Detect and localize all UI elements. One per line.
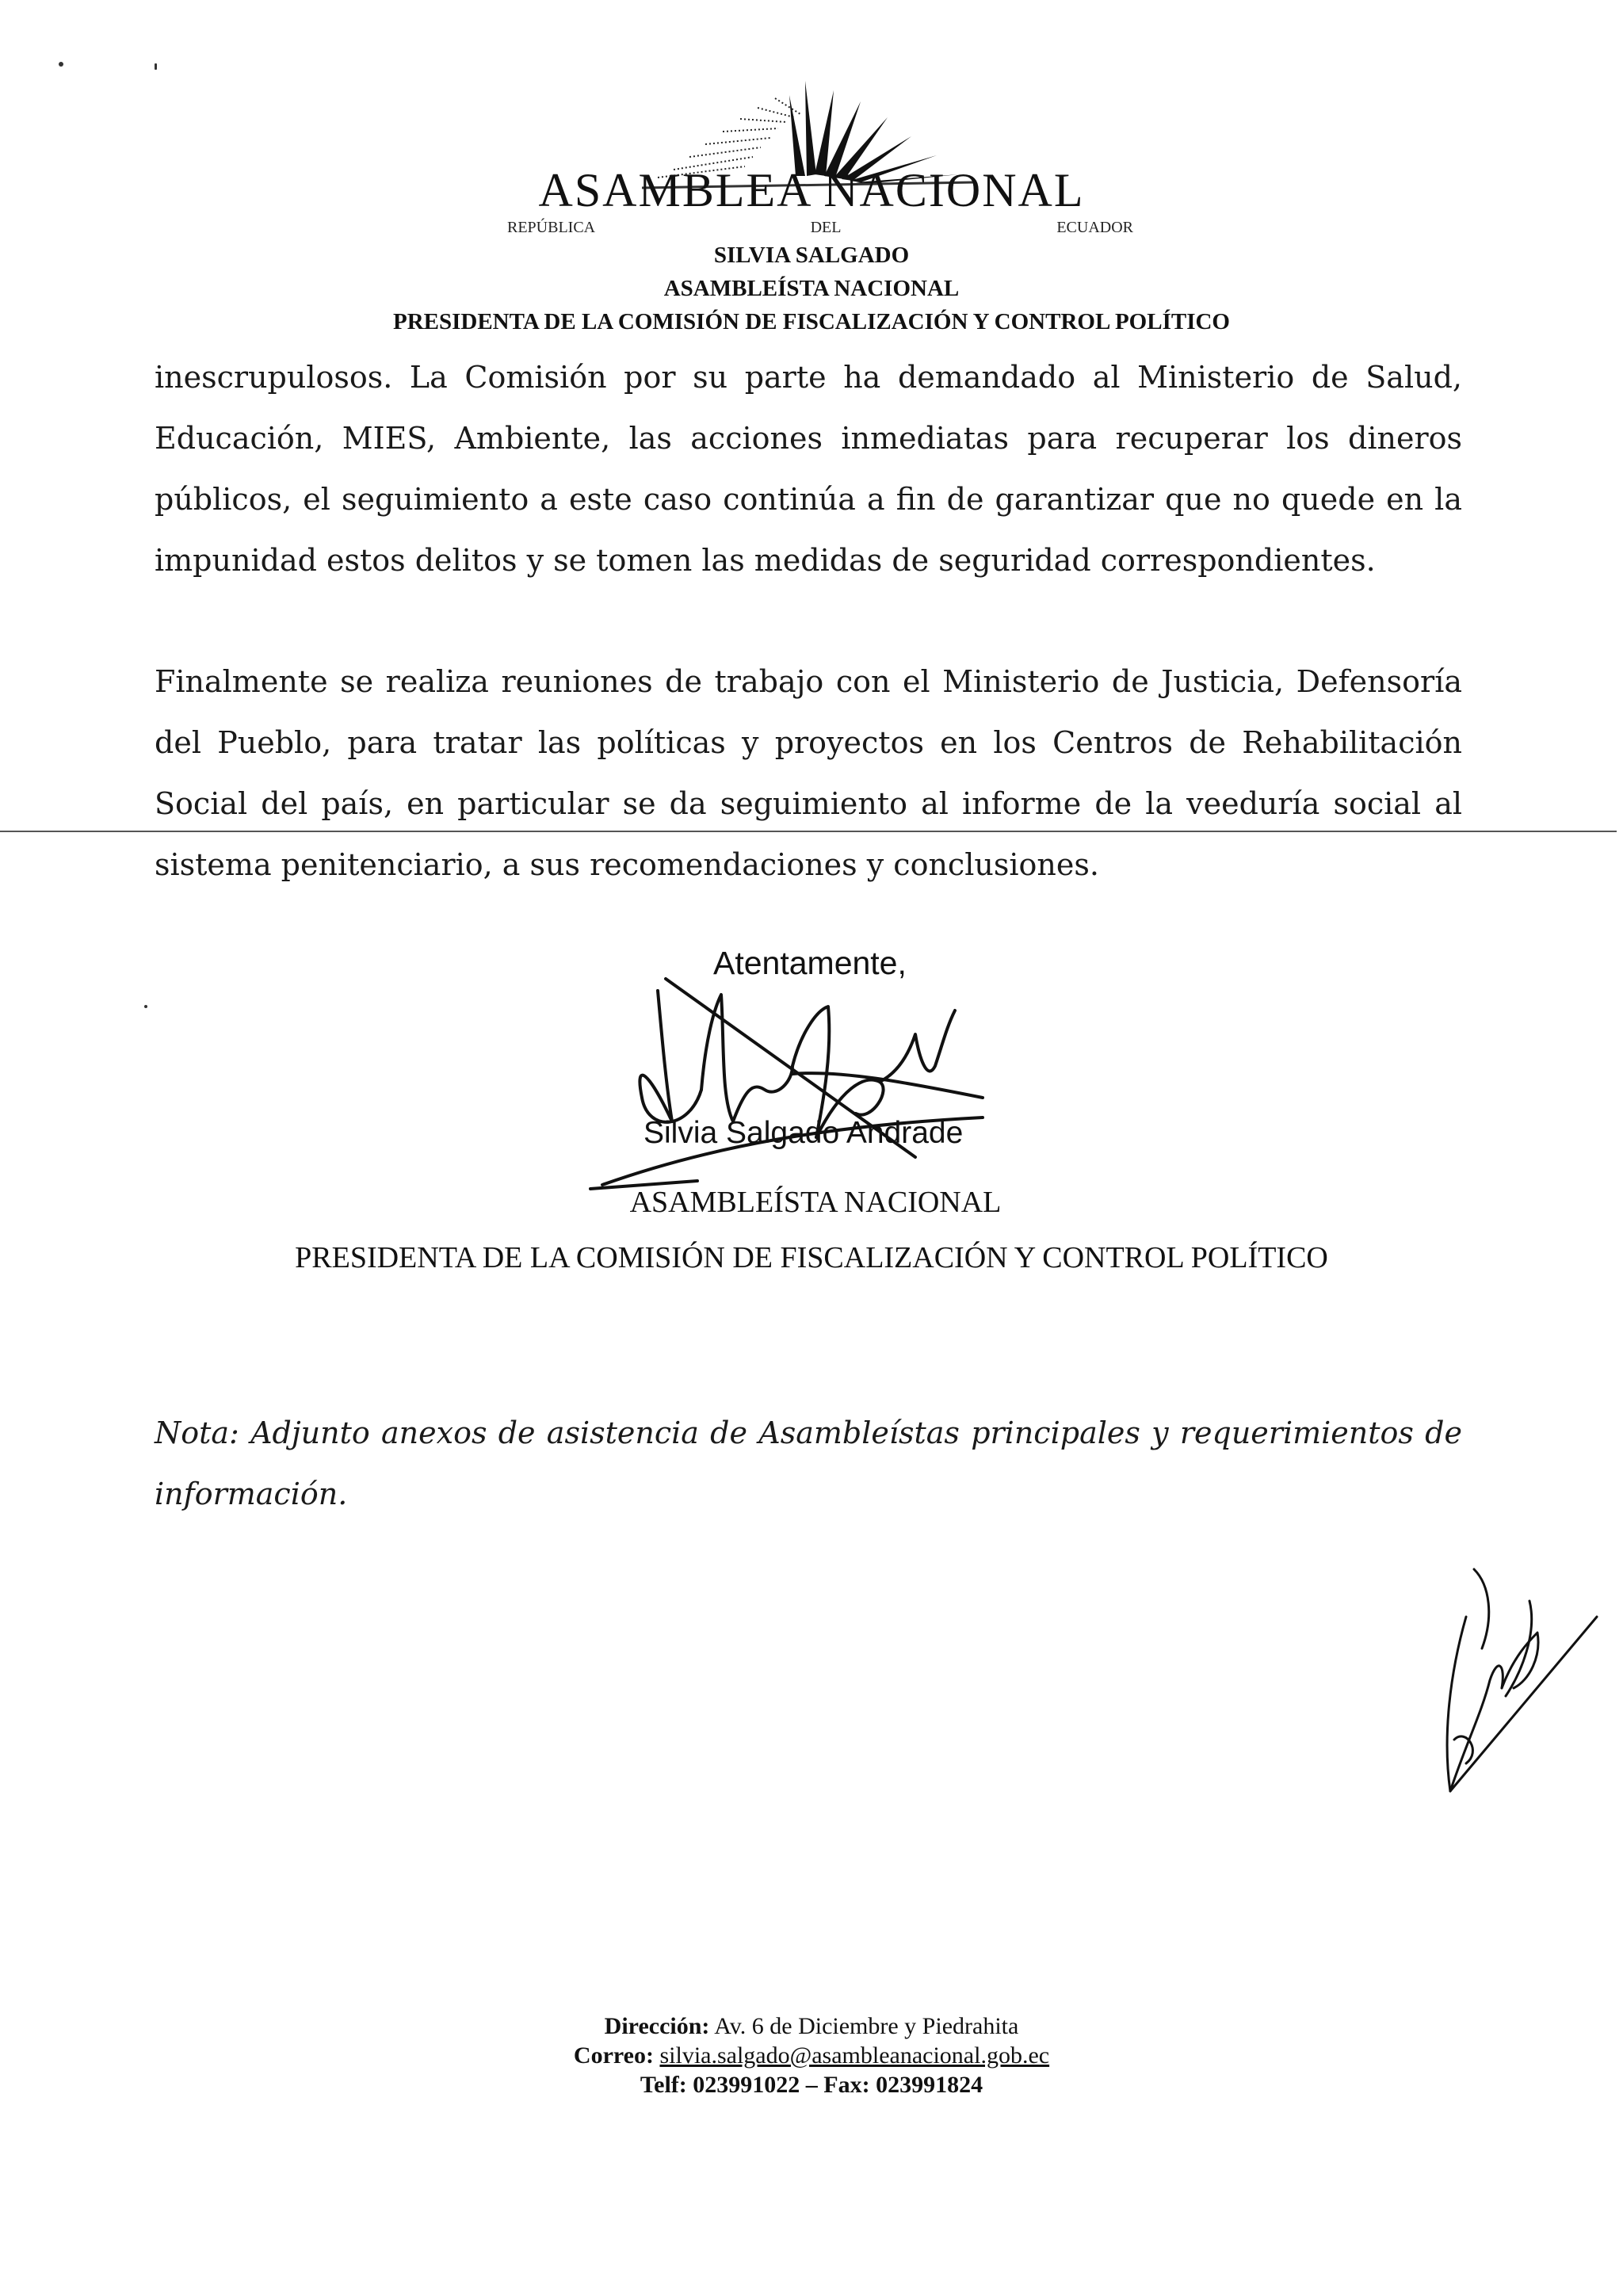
footer-phone-value: 023991022	[693, 2072, 800, 2098]
footer-fax-label: Fax:	[823, 2072, 870, 2098]
note-text: Nota: Adjunto anexos de asistencia de Asambleístas principales y requerimientos de información.	[155, 1415, 1462, 1511]
signatory-role: ASAMBLEÍSTA NACIONAL	[629, 1186, 1002, 1219]
header-name: SILVIA SALGADO	[713, 243, 910, 268]
horizontal-rule	[0, 831, 1617, 832]
body-paragraph: inescrupulosos. La Comisión por su parte ha demandado al Ministerio de Salud, Educación, MIES, Ambiente, las acciones inmediatas para recuperar los dineros públicos, el seguimiento a este caso continúa a fin de garantizar que no quede en la impunidad estos delitos y se tomen las medidas de seguridad correspondientes.	[155, 360, 1462, 578]
scan-speck	[155, 63, 157, 70]
closing-salutation: Atentamente,	[713, 945, 907, 981]
handwritten-signature	[555, 963, 999, 1193]
scan-speck	[144, 1005, 147, 1008]
footer-separator: –	[805, 2072, 818, 2098]
footer-phone-label: Telf:	[640, 2072, 687, 2098]
signatory-position: PRESIDENTA DE LA COMISIÓN DE FISCALIZACIÓN Y CONTROL POLÍTICO	[295, 1241, 1328, 1274]
organization-subtitle: REPÚBLICA DEL ECUADOR	[507, 219, 1133, 236]
footer-address-value: Av. 6 de Diciembre y Piedrahita	[714, 2013, 1019, 2039]
header-role: ASAMBLEÍSTA NACIONAL	[663, 276, 960, 301]
footer-fax-value: 023991824	[876, 2072, 983, 2098]
footer-address-label: Dirección:	[604, 2013, 710, 2039]
footer-email-link[interactable]: silvia.salgado@asambleanacional.gob.ec	[659, 2042, 1050, 2069]
organization-name: ASAMBLEA NACIONAL	[538, 164, 1085, 216]
header-position: PRESIDENTA DE LA COMISIÓN DE FISCALIZACIÓN Y CONTROL POLÍTICO	[392, 309, 1230, 334]
signatory-name: Silvia Salgado Andrade	[643, 1116, 964, 1150]
footer-email-label: Correo:	[573, 2042, 654, 2069]
footer-email	[0, 2041, 1623, 2071]
scan-speck	[59, 62, 63, 67]
body-paragraph: Finalmente se realiza reuniones de trabajo con el Ministerio de Justicia, Defensoría del Pueblo, para tratar las políticas y proyectos en los Centros de Rehabilitación Social del país, en particular se da seguimiento al informe de la veeduría social al sistema penitenciario, a sus recomendaciones y conclusiones.	[155, 664, 1462, 882]
footer-phone	[0, 2070, 1623, 2100]
initials-signature	[1419, 1553, 1609, 1823]
footer-address	[0, 2011, 1623, 2042]
